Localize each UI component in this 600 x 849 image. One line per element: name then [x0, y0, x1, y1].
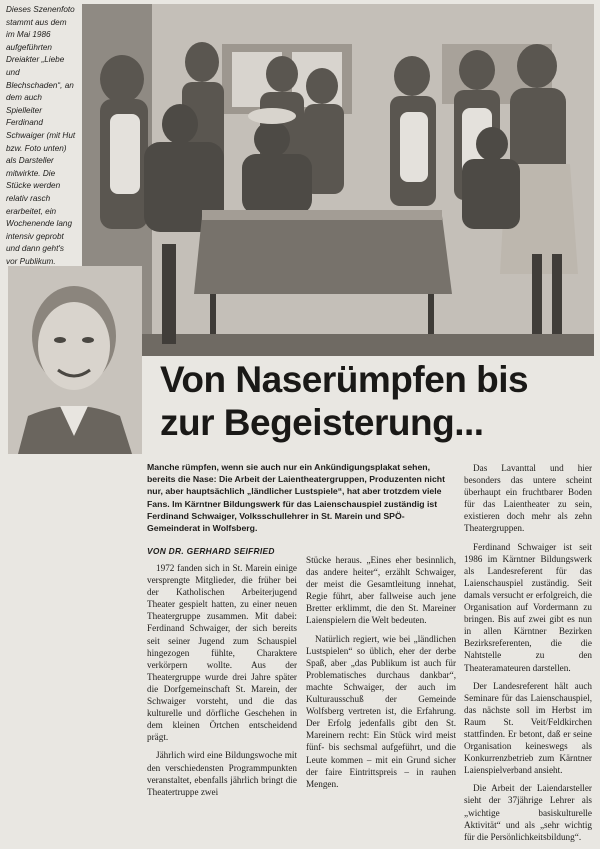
- column-3-paragraph: Ferdinand Schwaiger ist seit 1986 im Kärntner Bildungswerk als Landesreferent für das Laienschauspiel zuständig. Seit damals versucht er erfolgreich, die Organisation auf Vordermann zu bringen. Bis auf zwei gibt es nun in allen Kärntner Bezirken Bezirksreferenten, die die Nahtstelle zu den Theateramateuren darstellen.: [464, 541, 592, 673]
- portrait-drawing: [8, 266, 142, 454]
- column-3-paragraph: Das Lavanttal und hier besonders das untere scheint überhaupt ein fruchtbarer Boden für das Laientheater zu sein, existieren doch mehr als zehn Theatergruppen.: [464, 463, 592, 534]
- column-1-paragraph: 1972 fanden sich in St. Marein einige versprengte Mitglieder, die früher bei der Katholischen Arbeiterjugend Theater gespielt hatten, zu einer neuen Theatergruppe zusammen. Mit dabei: Ferdinand Schwaiger, der sich bereits seit seiner Jugend zum Schauspiel hingezogen fühlte, Charaktere verkörpern wollte. Aus der Theatergruppe wurde drei Jahre später die Dorfgemeinschaft St. Marein, der Schwaiger vorsteht, und die das kulturelle und dörfliche Geschehen in dem kleinen Örtchen entscheidend prägt.: [147, 563, 297, 743]
- portrait-photo: [8, 266, 142, 454]
- article-column-2: [306, 554, 456, 796]
- column-2-paragraph: Stücke heraus. „Eines eher besinnlich, das andere heiter“, erzählt Schwaiger, der meist die Gesamtleitung innehat, Regie führt, aber fallweise auch jene Bretter erklimmt, die den St. Mareiner Laienspielern die Welt bedeuten.: [306, 555, 456, 626]
- headline: [160, 358, 596, 444]
- lead-paragraph: Manche rümpfen, wenn sie auch nur ein Ankündigungsplakat sehen, bereits die Nase: Die Arbeit der Laientheatergruppen, Produzenten nicht nur, aber hauptsächlich „ländlicher Lustspiele“, hat aber trotzdem viele Fans. Im Kärntner Bildungswerk für das Laienschauspiel zuständig ist Ferdinand Schwaiger, Volksschullehrer in St. Marein und SPÖ-Gemeinderat in Wolfsberg.: [147, 462, 446, 534]
- scene-photo: [82, 4, 594, 356]
- byline: VON DR. GERHARD SEIFRIED: [147, 546, 275, 556]
- article-column-1: [147, 562, 297, 804]
- column-2-paragraph: Natürlich regiert, wie bei „ländlichen Lustspielen“ so üblich, eher der derbe Spaß, aber „das Publikum ist auch für Problematisches durchaus dankbar“, machte Schwaiger, der auch im Kulturausschuß der Gemeinde Wolfsberg vertreten ist, die Erfahrung. Der Erfolg jedenfalls gibt den St. Mareinern recht: Ein Stück wird meist fünf- bis sechsmal aufgeführt, und die Leute kommen – mit ein Grund sicher der faire Eintrittspreis – in rauhen Mengen.: [306, 633, 456, 789]
- column-3-paragraph: Die Arbeit der Laiendarsteller sieht der 37jährige Lehrer als „wichtige basiskulturelle Aktivität“ und als „sehr wichtig für die Persönlichkeitsbildung“.: [464, 783, 592, 842]
- headline-line-2: zur Begeisterung...: [160, 402, 484, 443]
- column-1-paragraph: Jährlich wird eine Bildungswoche mit den verschiedensten Programmpunkten veranstaltet, ebenfalls jährlich bringt die Theatertruppe zwei: [147, 750, 297, 797]
- scene-photo-drawing: [82, 4, 594, 356]
- column-3-paragraph: Der Landesreferent hält auch Seminare für das Laienschauspiel, das nächste soll im Herbst im Raum St. Veit/Feldkirchen stattfinden. Er betont, daß er seine Organisation keineswegs als Konkurrenzbetrieb zum Kärntner Laienspielverband ansieht.: [464, 680, 592, 776]
- photo-caption: Dieses Szenenfoto stammt aus dem im Mai 1986 aufgeführten Dreiakter „Liebe und Blechschaden“, an dem auch Spielleiter Ferdinand Schwaiger (mit Hut bzw. Foto unten) als Darsteller mitwirkte. Die Stücke werden relativ rasch erarbeitet, ein Wochenende lang intensiv geprobt und dann geht's vor Publikum.: [6, 5, 76, 266]
- headline-line-1: Von Naserümpfen bis: [160, 359, 529, 400]
- article-column-3: [464, 462, 592, 849]
